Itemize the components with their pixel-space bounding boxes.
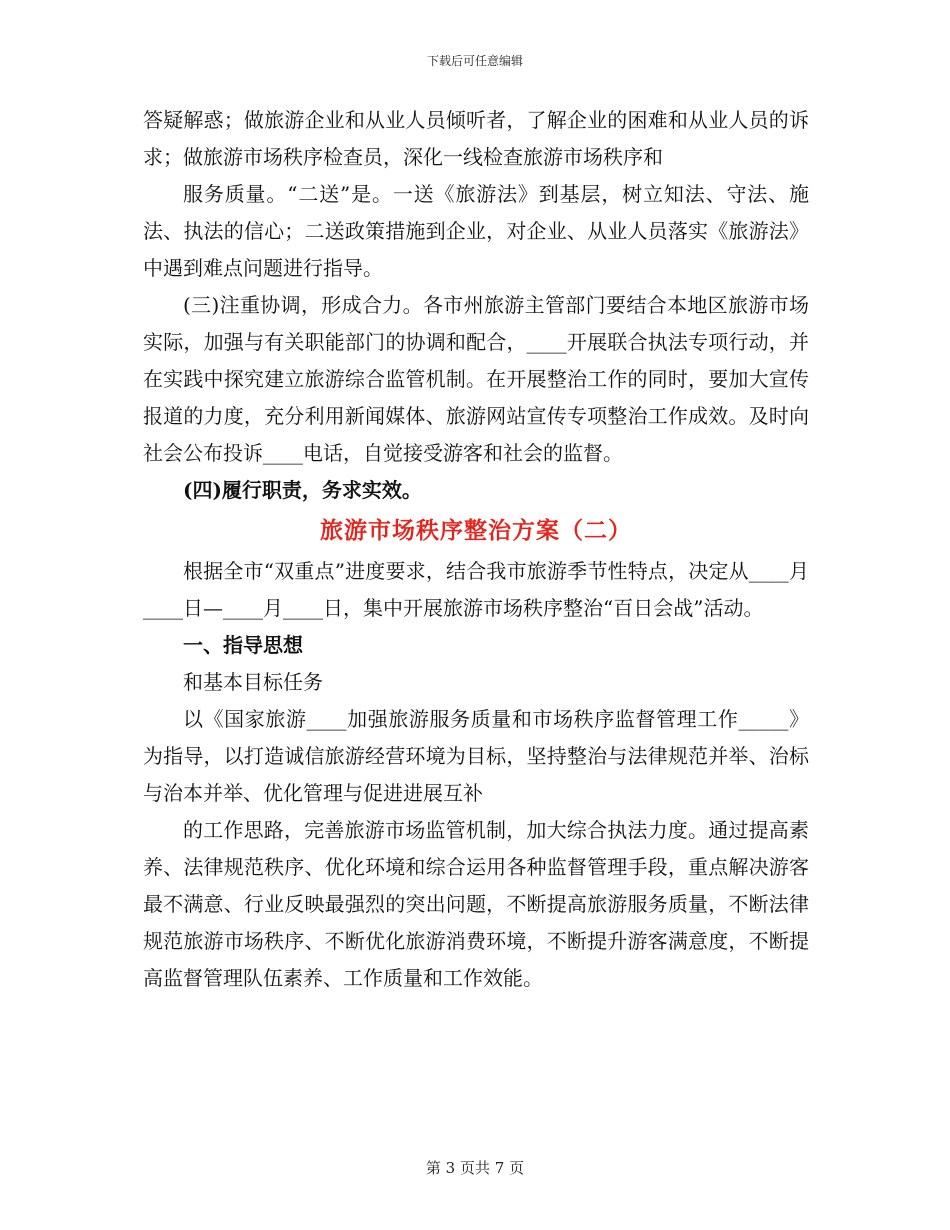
paragraph-5: 根据全市“双重点”进度要求，结合我市旅游季节性特点，决定从____月____日—____月____日，集中开展旅游市场秩序整治“百日会战”活动。 xyxy=(143,559,809,620)
paragraph-7: 和基本目标任务 xyxy=(183,670,323,694)
paragraph-9: 的工作思路，完善旅游市场监管机制，加大综合执法力度。通过提高素养、法律规范秩序、优化环境和综合运用各种监督管理手段，重点解决游客最不满意、行业反映最强烈的突出问题，不断提高旅游服务质量，不断法律规范旅游市场秩序、不断优化旅游消费环境，不断提升游客满意度，不断提高监督管理队伍素养、工作质量和工作效能。 xyxy=(143,818,809,990)
page-header: 下载后可任意编辑 xyxy=(426,54,523,68)
document-body xyxy=(143,102,809,997)
document-title: 旅游市场秩序整治方案（二） xyxy=(320,517,632,544)
section-heading-4: (四)履行职责，务求实效。 xyxy=(183,478,422,502)
section-heading-guiding-thought: 一、指导思想 xyxy=(183,633,303,657)
paragraph-3: (三)注重协调，形成合力。各市州旅游主管部门要结合本地区旅游市场实际，加强与有关职能部门的协调和配合，____开展联合执法专项行动，并在实践中探究建立旅游综合监管机制。在开展整治工作的同时，要加大宣传报道的力度，充分利用新闻媒体、旅游网站宣传专项整治工作成效。及时向社会公布投诉____电话，自觉接受游客和社会的监督。 xyxy=(143,293,809,465)
paragraph-2: 服务质量。“二送”是。一送《旅游法》到基层，树立知法、守法、施法、执法的信心；二送政策措施到企业，对企业、从业人员落实《旅游法》中遇到难点问题进行指导。 xyxy=(143,182,809,280)
paragraph-1: 答疑解惑；做旅游企业和从业人员倾听者，了解企业的困难和从业人员的诉求；做旅游市场秩序检查员，深化一线检查旅游市场秩序和 xyxy=(143,108,809,169)
paragraph-8: 以《国家旅游____加强旅游服务质量和市场秩序监督管理工作_____》为指导，以打造诚信旅游经营环境为目标，坚持整治与法律规范并举、治标与治本并举、优化管理与促进进展互补 xyxy=(143,707,809,805)
page-footer: 第 3 页共 7 页 xyxy=(425,1159,525,1177)
